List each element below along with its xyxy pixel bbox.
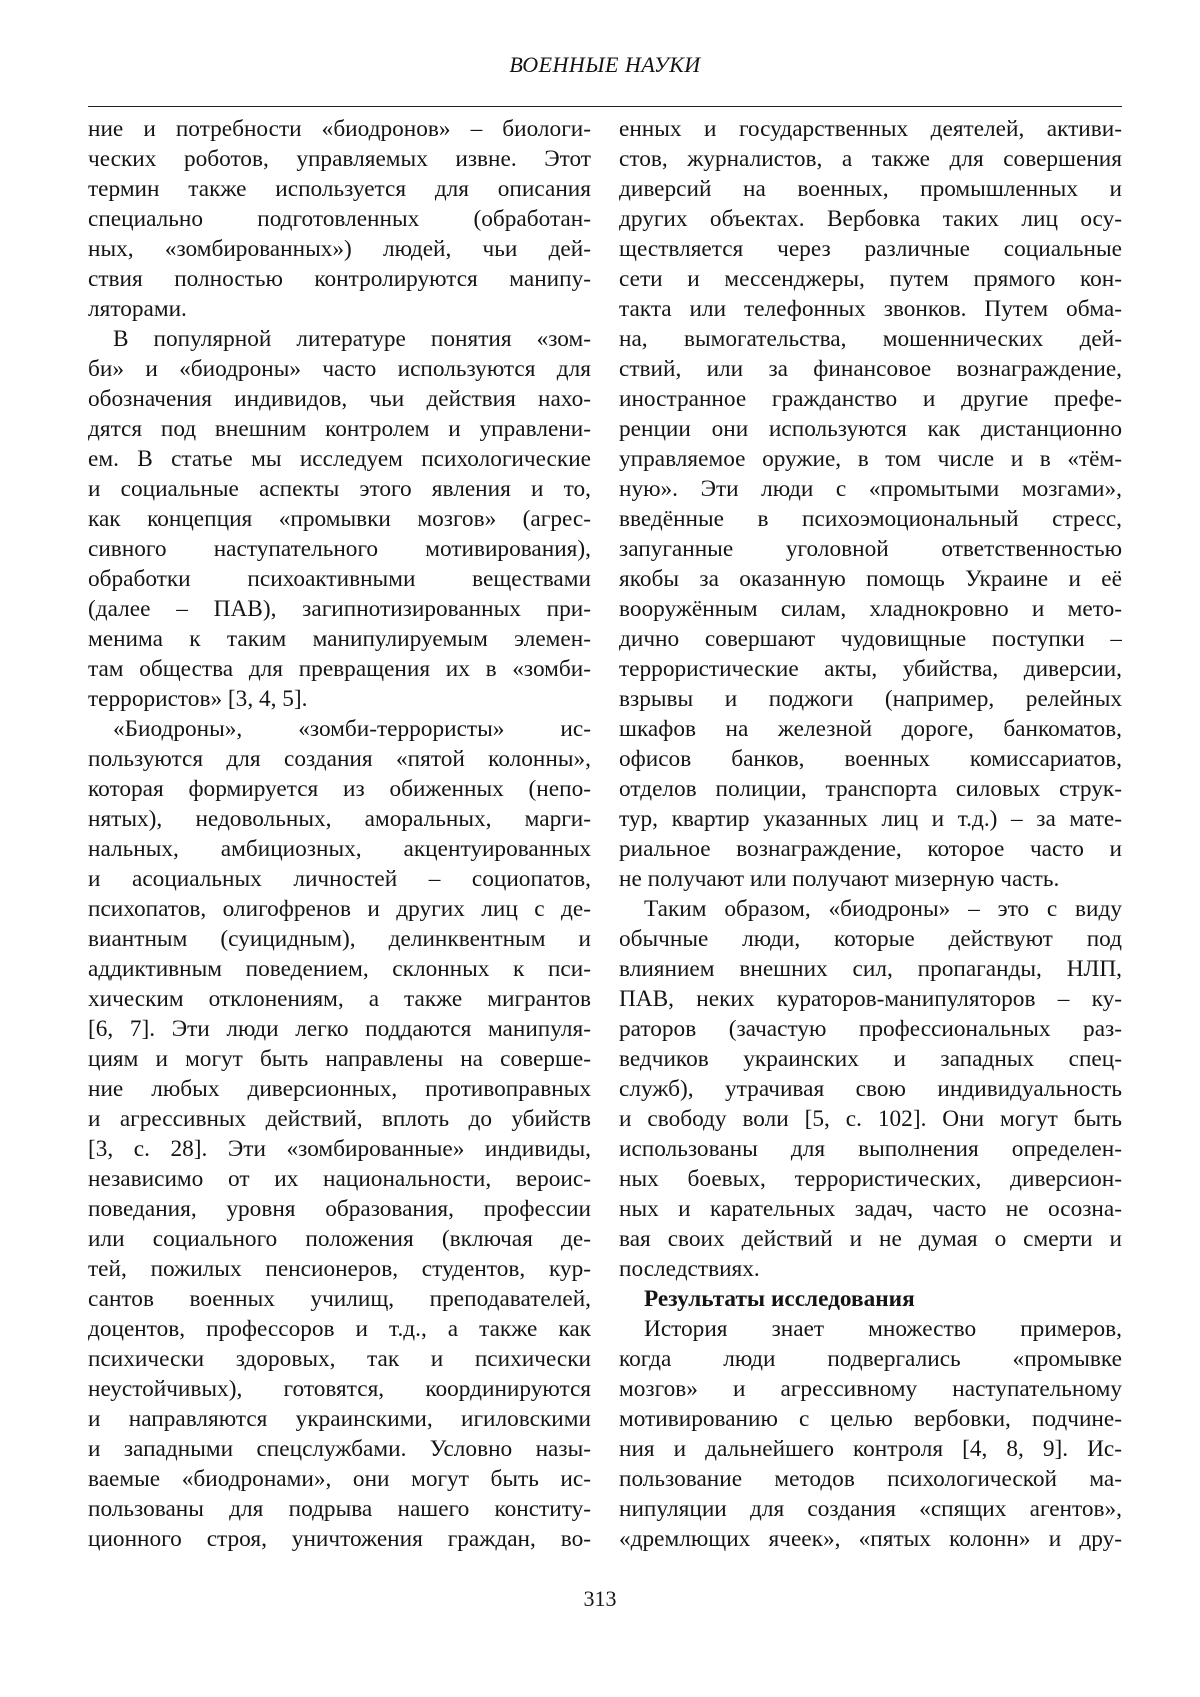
text-line: психически здоровых, так и психически xyxy=(88,1346,591,1372)
text-line: Таким образом, «биодроны» – это с виду xyxy=(644,896,1122,922)
text-line: [6, 7]. Эти люди легко поддаются манипуля- xyxy=(88,1016,591,1042)
text-line: раторов (зачастую профессиональных раз- xyxy=(619,1016,1122,1042)
text-line: (далее – ПАВ), загипнотизированных при- xyxy=(88,596,591,622)
text-line: и асоциальных личностей – социопатов, xyxy=(88,866,591,892)
text-line: тей, пожилых пенсионеров, студентов, кур- xyxy=(88,1256,591,1282)
text-line: запуганные уголовной ответственностью xyxy=(619,536,1122,562)
text-line: доцентов, профессоров и т.д., а также как xyxy=(88,1316,591,1342)
text-line: дично совершают чудовищные поступки – xyxy=(619,626,1122,652)
text-line: мозгов» и агрессивному наступательному xyxy=(619,1376,1122,1402)
text-line: там общества для превращения их в «зомби- xyxy=(88,656,591,682)
text-line: «дремлющих ячеек», «пятых колонн» и дру- xyxy=(619,1526,1122,1552)
text-line: циям и могут быть направлены на соверше- xyxy=(88,1046,591,1072)
text-line: ных, «зомбированных») людей, чьи дей- xyxy=(88,236,591,262)
text-line: аддиктивным поведением, склонных к пси- xyxy=(88,956,591,982)
text-line: История знает множество примеров, xyxy=(644,1316,1122,1342)
text-line: ПАВ, неких кураторов-манипуляторов – ку- xyxy=(619,986,1122,1012)
text-line: на, вымогательства, мошеннических дей- xyxy=(619,326,1122,352)
text-line: независимо от их национальности, вероис- xyxy=(88,1166,591,1192)
text-line: ведчиков украинских и западных спец- xyxy=(619,1046,1122,1072)
running-header: ВОЕННЫЕ НАУКИ xyxy=(509,52,701,77)
text-line: би» и «биодроны» часто используются для xyxy=(88,356,591,382)
page-number: 313 xyxy=(583,1586,617,1611)
text-line: нятых), недовольных, аморальных, марги- xyxy=(88,806,591,832)
text-line: которая формируется из обиженных (непо- xyxy=(88,776,591,802)
text-line: и западными спецслужбами. Условно назы- xyxy=(88,1436,591,1462)
text-line: ние и потребности «биодронов» – биологи- xyxy=(88,116,591,142)
text-line: пользованы для подрыва нашего конститу- xyxy=(88,1496,591,1522)
text-line: нальных, амбициозных, акцентуированных xyxy=(88,836,591,862)
text-line: пользуются для создания «пятой колонны», xyxy=(88,746,591,772)
text-line: хическим отклонениям, а также мигрантов xyxy=(88,986,591,1012)
text-line: и направляются украинскими, игиловскими xyxy=(88,1406,591,1432)
text-line: сантов военных училищ, преподавателей, xyxy=(88,1286,591,1312)
text-line: или социального положения (включая де- xyxy=(88,1226,591,1252)
text-line: такта или телефонных звонков. Путем обма- xyxy=(619,296,1122,322)
text-line: В популярной литературе понятия «зом- xyxy=(113,326,591,352)
text-line: диверсий на военных, промышленных и xyxy=(619,176,1122,202)
text-line: отделов полиции, транспорта силовых струк- xyxy=(619,776,1122,802)
text-line: енных и государственных деятелей, активи- xyxy=(619,116,1122,142)
text-line: стов, журналистов, а также для совершения xyxy=(619,146,1122,172)
text-line: влиянием внешних сил, пропаганды, НЛП, xyxy=(619,956,1122,982)
text-line: мотивированию с целью вербовки, подчине- xyxy=(619,1406,1122,1432)
text-line: термин также используется для описания xyxy=(88,176,591,202)
text-line: [3, с. 28]. Эти «зомбированные» индивиды, xyxy=(88,1136,591,1162)
section-heading: Результаты исследования xyxy=(644,1286,915,1312)
header-rule xyxy=(88,106,1122,107)
text-line: шкафов на железной дороге, банкоматов, xyxy=(619,716,1122,742)
text-line: ных боевых, террористических, диверсион- xyxy=(619,1166,1122,1192)
text-line: и социальные аспекты этого явления и то, xyxy=(88,476,591,502)
text-line: и свободу воли [5, с. 102]. Они могут быть xyxy=(619,1106,1122,1132)
text-line: ческих роботов, управляемых извне. Этот xyxy=(88,146,591,172)
text-line: введённые в психоэмоциональный стресс, xyxy=(619,506,1122,532)
text-line: нипуляции для создания «спящих агентов», xyxy=(619,1496,1122,1522)
text-line: ных и карательных задач, часто не осозна- xyxy=(619,1196,1122,1222)
text-line: сивного наступательного мотивирования), xyxy=(88,536,591,562)
text-line: обычные люди, которые действуют под xyxy=(619,926,1122,952)
text-line: вая своих действий и не думая о смерти и xyxy=(619,1226,1122,1252)
text-line: офисов банков, военных комиссариатов, xyxy=(619,746,1122,772)
text-line: поведания, уровня образования, профессии xyxy=(88,1196,591,1222)
text-line: вооружённым силам, хладнокровно и мето- xyxy=(619,596,1122,622)
text-line: ляторами. xyxy=(88,296,187,322)
text-line: «Биодроны», «зомби-террористы» ис- xyxy=(113,716,591,742)
text-line: ную». Эти люди с «промытыми мозгами», xyxy=(619,476,1122,502)
text-line: ствий, или за финансовое вознаграждение, xyxy=(619,356,1122,382)
text-line: психопатов, олигофренов и других лиц с де- xyxy=(88,896,591,922)
text-line: обозначения индивидов, чьи действия нахо- xyxy=(88,386,591,412)
text-line: якобы за оказанную помощь Украине и её xyxy=(619,566,1122,592)
text-line: служб), утрачивая свою индивидуальность xyxy=(619,1076,1122,1102)
text-line: ционного строя, уничтожения граждан, во- xyxy=(88,1526,591,1552)
text-line: ренции они используются как дистанционно xyxy=(619,416,1122,442)
text-line: взрывы и поджоги (например, релейных xyxy=(619,686,1122,712)
text-line: и агрессивных действий, вплоть до убийств xyxy=(88,1106,591,1132)
text-line: специально подготовленных (обработан- xyxy=(88,206,591,232)
text-line: ваемые «биодронами», они могут быть ис- xyxy=(88,1466,591,1492)
text-line: не получают или получают мизерную часть. xyxy=(619,866,1060,892)
text-line: ем. В статье мы исследуем психологические xyxy=(88,446,591,472)
left-text-column xyxy=(88,114,591,1554)
text-line: неустойчивых), готовятся, координируются xyxy=(88,1376,591,1402)
text-line: как концепция «промывки мозгов» (агрес- xyxy=(88,506,591,532)
text-line: тур, квартир указанных лиц и т.д.) – за мате- xyxy=(619,806,1122,832)
text-line: ния и дальнейшего контроля [4, 8, 9]. Ис- xyxy=(619,1436,1122,1462)
text-line: управляемое оружие, в том числе и в «тём- xyxy=(619,446,1122,472)
text-line: ществляется через различные социальные xyxy=(619,236,1122,262)
text-line: риальное вознаграждение, которое часто и xyxy=(619,836,1122,862)
text-line: обработки психоактивными веществами xyxy=(88,566,591,592)
text-line: дятся под внешним контролем и управлени- xyxy=(88,416,591,442)
text-line: виантным (суицидным), делинквентным и xyxy=(88,926,591,952)
text-line: ние любых диверсионных, противоправных xyxy=(88,1076,591,1102)
text-line: пользование методов психологической ма- xyxy=(619,1466,1122,1492)
text-line: иностранное гражданство и другие префе- xyxy=(619,386,1122,412)
right-text-column xyxy=(619,114,1122,1554)
text-line: ствия полностью контролируются манипу- xyxy=(88,266,591,292)
text-line: сети и мессенджеры, путем прямого кон- xyxy=(619,266,1122,292)
text-line: других объектах. Вербовка таких лиц осу- xyxy=(619,206,1122,232)
text-line: использованы для выполнения определен- xyxy=(619,1136,1122,1162)
text-line: когда люди подвергались «промывке xyxy=(619,1346,1122,1372)
text-line: террористические акты, убийства, диверсии, xyxy=(619,656,1122,682)
text-line: менима к таким манипулируемым элемен- xyxy=(88,626,591,652)
text-line: террористов» [3, 4, 5]. xyxy=(88,686,308,712)
text-line: последствиях. xyxy=(619,1256,760,1282)
